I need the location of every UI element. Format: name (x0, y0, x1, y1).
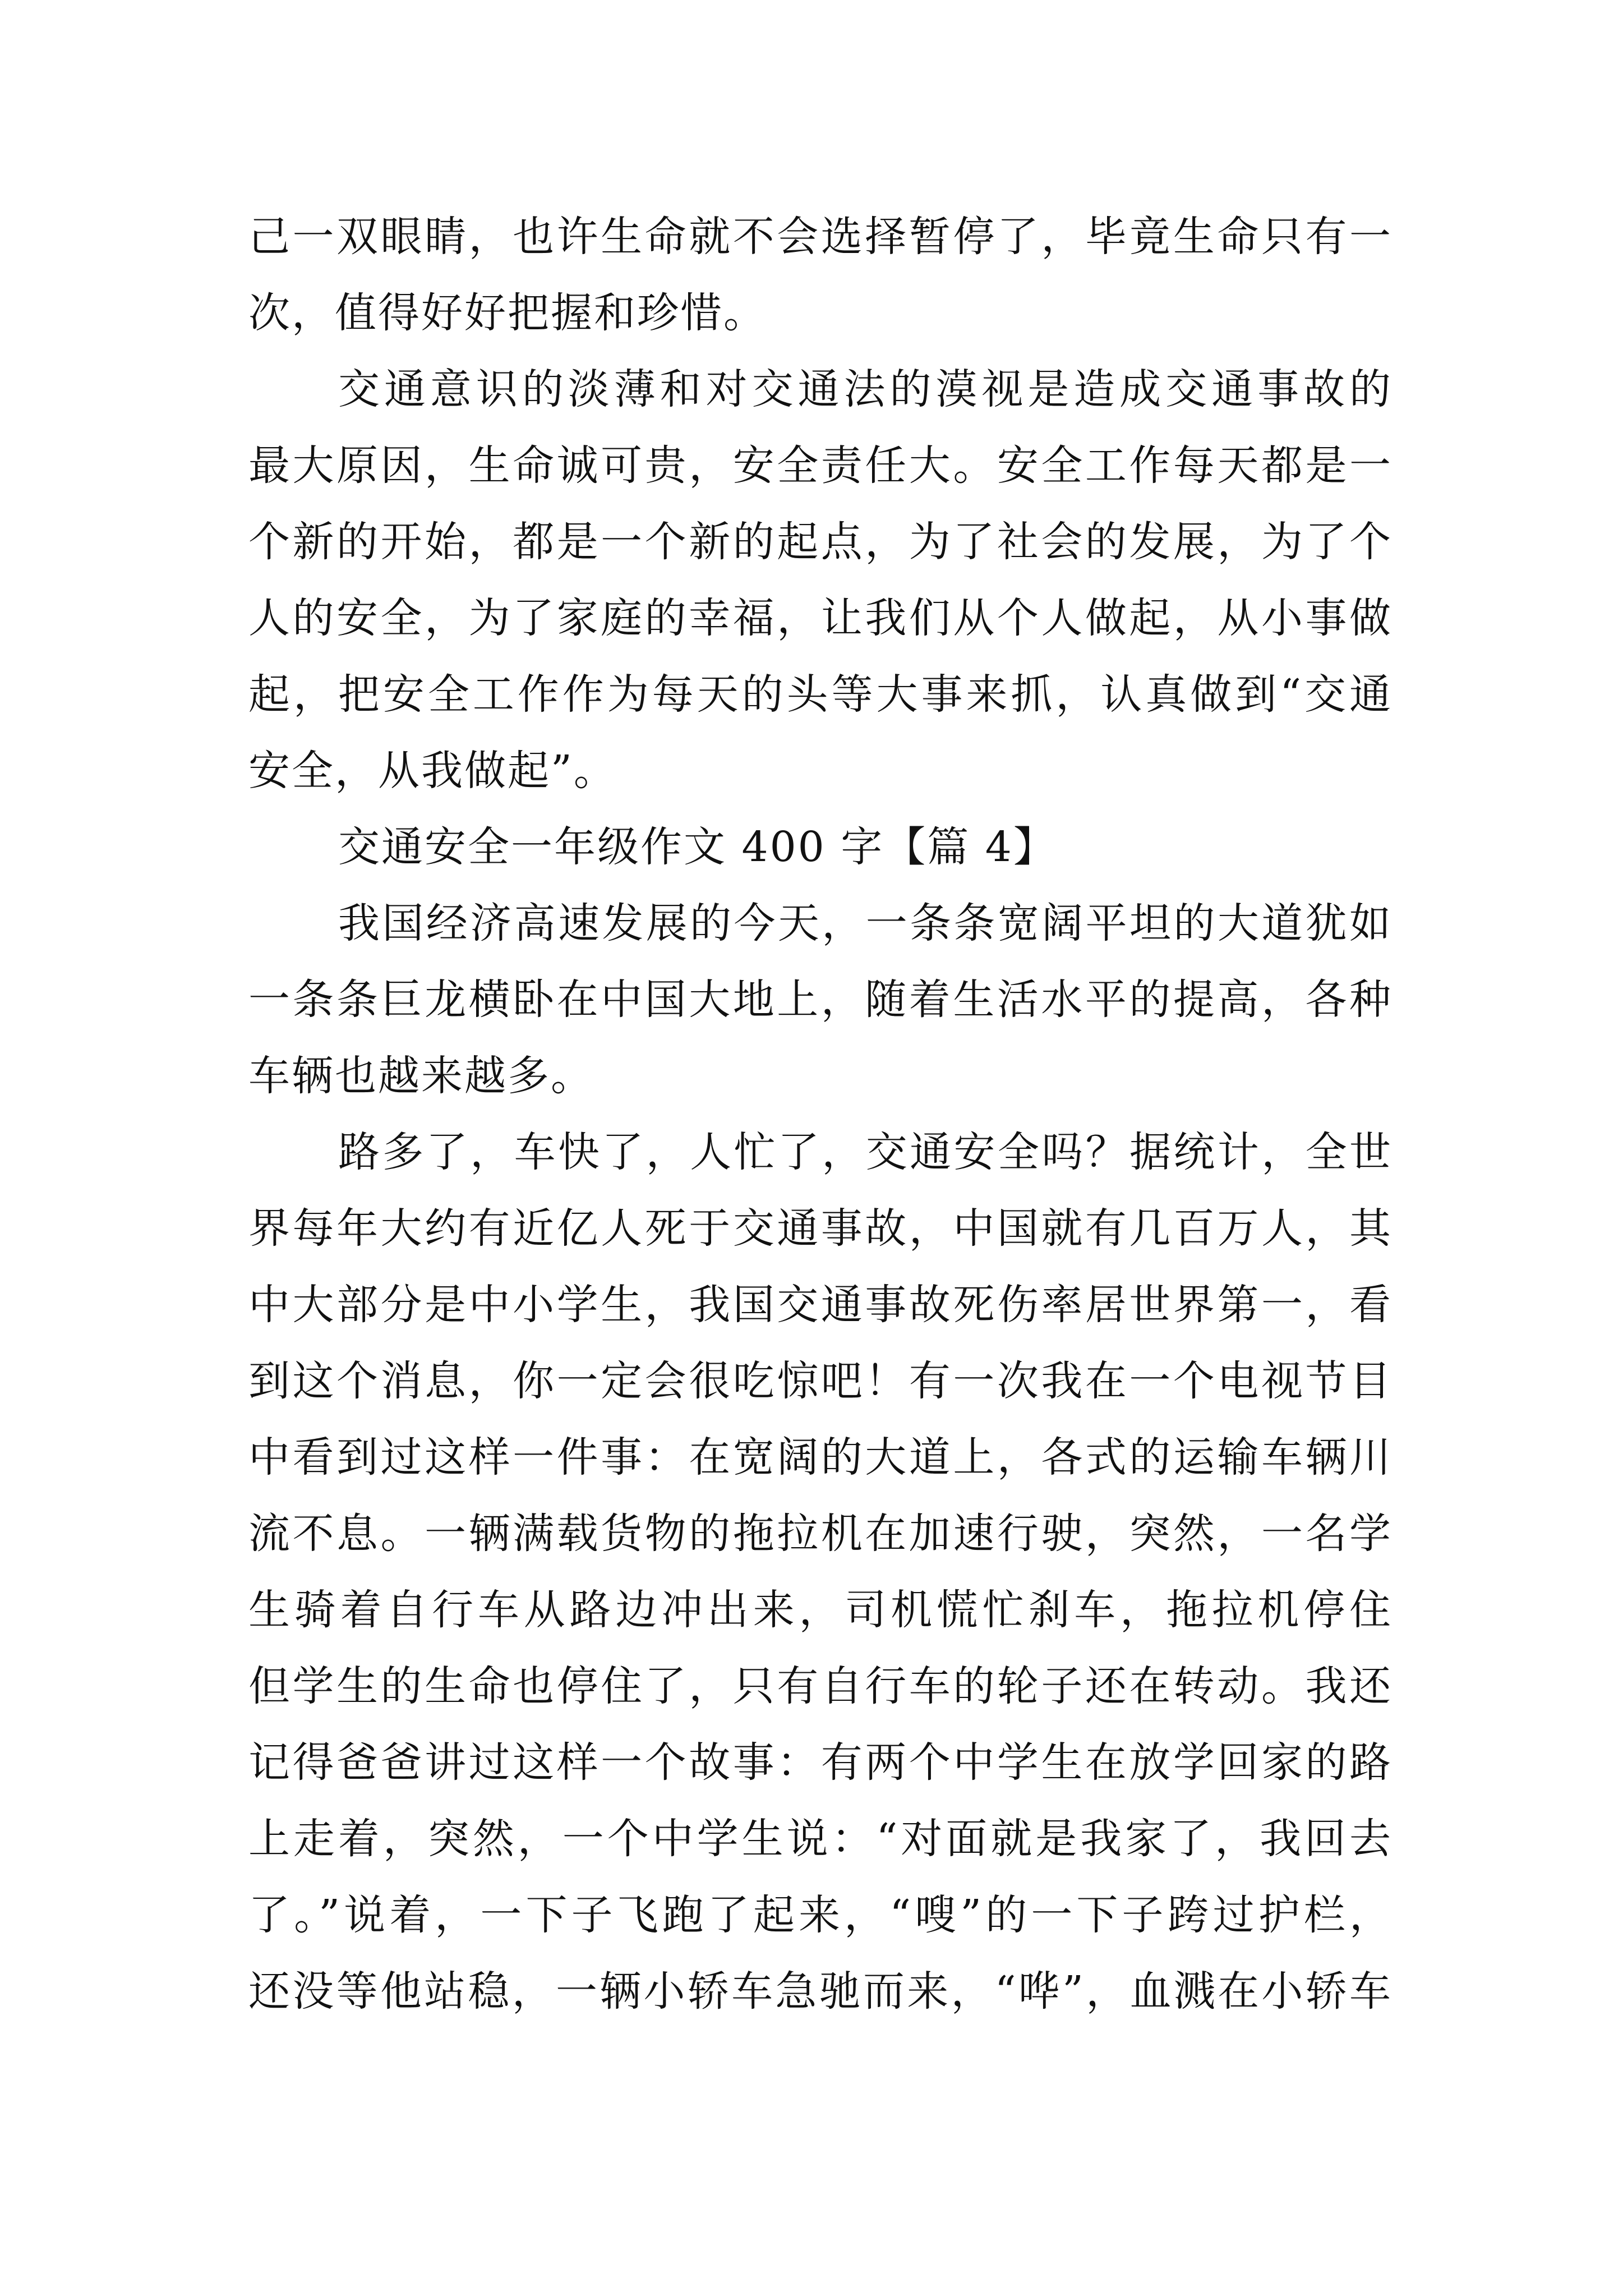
text-line: 个新的开始，都是一个新的起点，为了社会的发展，为了个 (248, 518, 1393, 566)
text-line: 但学生的生命也停住了，只有自行车的轮子还在转动。我还 (248, 1662, 1393, 1710)
text-line: 记得爸爸讲过这样一个故事：有两个中学生在放学回家的路 (248, 1738, 1393, 1787)
text-line: 到这个消息，你一定会很吃惊吧！有一次我在一个电视节目 (248, 1357, 1393, 1405)
text-line: 次，值得好好把握和珍惜。 (248, 289, 767, 337)
text-line: 流不息。一辆满载货物的拖拉机在加速行驶，突然，一名学 (248, 1510, 1393, 1558)
text-line: 己一双眼睛，也许生命就不会选择暂停了，毕竟生命只有一 (248, 213, 1393, 261)
text-line: 一条条巨龙横卧在中国大地上，随着生活水平的提高，各种 (248, 976, 1393, 1024)
text-line: 还没等他站稳，一辆小轿车急驰而来，“哗”，血溅在小轿车 (248, 1967, 1393, 2016)
text-line: 了。”说着，一下子飞跑了起来，“嗖”的一下子跨过护栏， (248, 1891, 1393, 1939)
text-line: 最大原因，生命诚可贵，安全责任大。安全工作每天都是一 (248, 441, 1393, 490)
text-line: 路多了，车快了，人忙了，交通安全吗？据统计，全世 (338, 1128, 1393, 1176)
text-line: 中大部分是中小学生，我国交通事故死伤率居世界第一，看 (248, 1281, 1393, 1329)
text-line: 上走着，突然，一个中学生说：“对面就是我家了，我回去 (248, 1815, 1393, 1863)
section-heading: 交通安全一年级作文 400 字【篇 4】 (338, 823, 1057, 871)
text-line: 中看到过这样一件事：在宽阔的大道上，各式的运输车辆川 (248, 1433, 1393, 1481)
text-line: 起，把安全工作作为每天的头等大事来抓，认真做到“交通 (248, 670, 1393, 719)
text-line: 车辆也越来越多。 (248, 1052, 594, 1100)
text-line: 安全，从我做起”。 (248, 747, 617, 795)
document-body (248, 199, 1393, 2030)
text-line: 人的安全，为了家庭的幸福，让我们从个人做起，从小事做 (248, 594, 1393, 642)
text-line: 生骑着自行车从路边冲出来，司机慌忙刹车，拖拉机停住 (248, 1586, 1393, 1634)
text-line: 界每年大约有近亿人死于交通事故，中国就有几百万人，其 (248, 1204, 1393, 1253)
text-line: 我国经济高速发展的今天，一条条宽阔平坦的大道犹如 (338, 899, 1393, 947)
text-line: 交通意识的淡薄和对交通法的漠视是造成交通事故的 (338, 365, 1393, 413)
